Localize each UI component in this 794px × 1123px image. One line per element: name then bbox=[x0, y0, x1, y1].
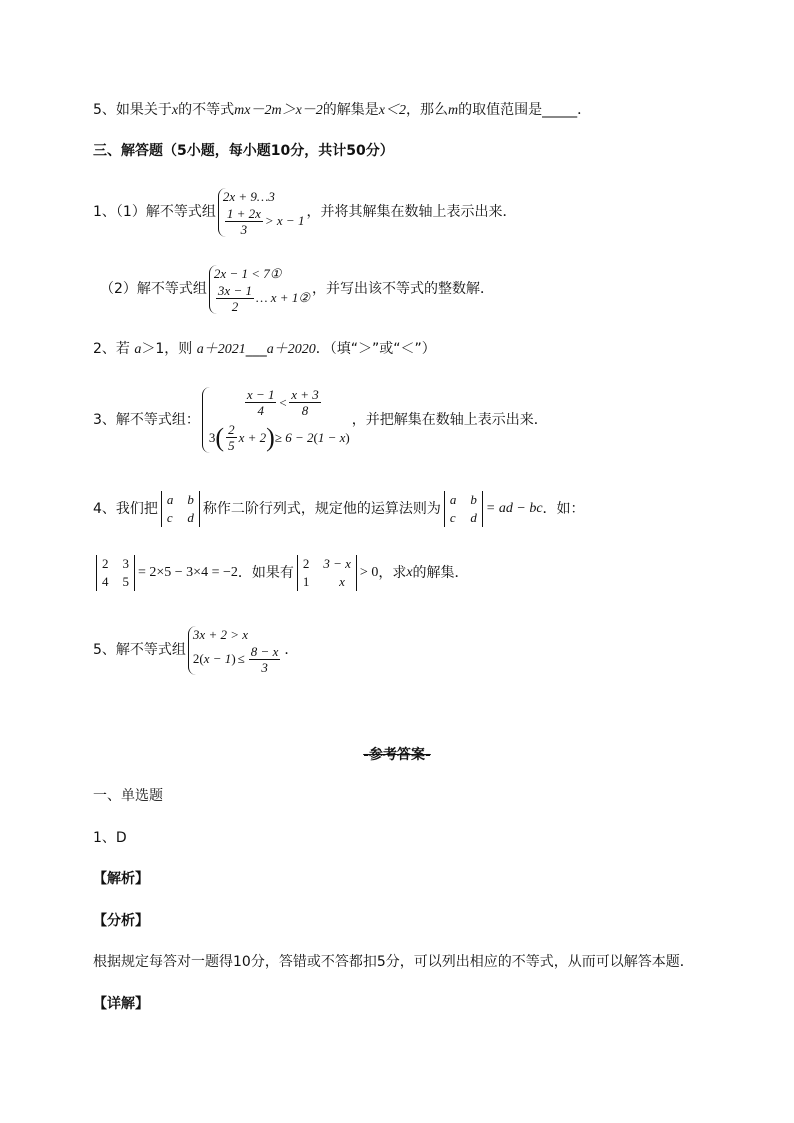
fraction bbox=[216, 283, 254, 314]
problem-4-line-1 bbox=[93, 488, 585, 530]
operator: < bbox=[278, 394, 288, 410]
numerator: x + 3 bbox=[291, 387, 319, 402]
coefficient: 2 bbox=[192, 651, 200, 666]
equation-row: 2x + 9…3 bbox=[222, 188, 275, 204]
p4-rule: = ad − bc bbox=[485, 501, 543, 516]
p2-blank: ___ bbox=[245, 341, 267, 357]
answers-title-text: -参考答案- bbox=[363, 747, 431, 763]
det-entry: 2 bbox=[102, 556, 109, 571]
p2-text: ＞1，则 bbox=[141, 341, 193, 357]
fraction bbox=[225, 206, 263, 237]
p4-relation: > 0 bbox=[359, 565, 379, 580]
det-entry: 1 bbox=[302, 574, 310, 589]
fraction bbox=[289, 387, 321, 418]
paren-open: ( bbox=[215, 422, 225, 452]
problem-3 bbox=[93, 380, 548, 460]
numerator: 3x − 1 bbox=[217, 282, 252, 298]
problem-2 bbox=[93, 339, 436, 360]
determinant bbox=[444, 491, 483, 527]
p4-text: ，求 bbox=[378, 565, 407, 581]
p1-part2-suffix: ，并写出该不等式的整数解． bbox=[311, 281, 494, 297]
p4-mid: 称作二阶行列式，规定他的运算法则为 bbox=[202, 501, 441, 517]
det-entry: a bbox=[449, 492, 457, 507]
det-entry: d bbox=[187, 510, 194, 525]
fraction bbox=[249, 644, 281, 675]
paren-open: ( bbox=[199, 651, 204, 666]
det-entry: 4 bbox=[102, 574, 109, 589]
paren-open: ( bbox=[313, 429, 318, 445]
numerator: x − 1 bbox=[246, 387, 275, 402]
q5-text: 的不等式 bbox=[178, 102, 235, 118]
det-entry: a bbox=[166, 492, 174, 507]
expression: x − 1 bbox=[203, 651, 232, 666]
problem-1-part-2 bbox=[100, 260, 494, 318]
p2-text: 2、若 bbox=[93, 341, 130, 357]
p1-prefix: 1、（1）解不等式组 bbox=[93, 204, 216, 220]
q5-text: 5、如果关于 bbox=[93, 102, 172, 118]
p2-expr-2: a＋2020 bbox=[266, 342, 316, 357]
paren-close: ) bbox=[266, 422, 275, 452]
operator: ≤ bbox=[237, 651, 245, 666]
equation-rest: … x + 1② bbox=[255, 290, 310, 305]
p5-prefix: 5、解不等式组 bbox=[93, 642, 186, 658]
inequality-system bbox=[209, 265, 310, 314]
expression: x + 2 bbox=[238, 429, 267, 445]
expression: 1 − x bbox=[317, 429, 346, 445]
problem-1-part-1 bbox=[93, 183, 516, 241]
det-entry: b bbox=[470, 492, 477, 507]
equation-row: 3x + 2 > x bbox=[192, 626, 249, 642]
determinant bbox=[297, 555, 357, 591]
fraction bbox=[245, 387, 277, 418]
p1-part2-prefix: （2）解不等式组 bbox=[100, 281, 207, 297]
p4-var-x: x bbox=[406, 565, 413, 580]
p2-text: ．（填“＞”或“＜”） bbox=[315, 341, 436, 357]
fraction bbox=[226, 422, 237, 453]
problem-4-line-2 bbox=[93, 552, 469, 594]
answers-section-1: 一、单选题 bbox=[93, 788, 163, 804]
denominator: 3 bbox=[240, 221, 248, 237]
q5-text: 的取值范围是_____． bbox=[458, 102, 592, 118]
answer-q1: 1、D bbox=[93, 830, 127, 846]
p4-text: ．如果有 bbox=[237, 565, 294, 581]
numerator: 2 bbox=[228, 422, 235, 437]
p1-suffix: ，并将其解集在数轴上表示出来． bbox=[306, 204, 517, 220]
numerator: 8 − x bbox=[250, 643, 279, 659]
p3-prefix: 3、解不等式组： bbox=[93, 412, 200, 428]
det-entry: 5 bbox=[122, 574, 129, 589]
equation-rest: > x − 1 bbox=[264, 213, 305, 228]
det-entry: c bbox=[166, 510, 173, 525]
q5-inequality: mx－2m＞x－2 bbox=[234, 103, 323, 118]
section-title: 三、解答题（5小题，每小题10分，共计50分） bbox=[93, 143, 394, 159]
determinant bbox=[96, 555, 135, 591]
inequality-system bbox=[188, 626, 282, 675]
p4-text: 的解集． bbox=[412, 565, 469, 581]
q5-solution: x＜2 bbox=[378, 103, 407, 118]
question-5-fill bbox=[93, 100, 591, 121]
denominator: 2 bbox=[231, 298, 239, 314]
inequality-system bbox=[202, 387, 350, 453]
xiangjie-label: 【详解】 bbox=[93, 996, 149, 1012]
fenxi-label: 【分析】 bbox=[93, 913, 149, 929]
det-entry: x bbox=[339, 574, 345, 589]
det-entry: c bbox=[449, 510, 456, 525]
paren-close: ) bbox=[345, 429, 350, 445]
paren-close: ) bbox=[231, 651, 236, 666]
det-entry: 3 − x bbox=[323, 556, 351, 571]
p5-suffix: ． bbox=[284, 642, 299, 658]
denominator: 8 bbox=[301, 403, 309, 418]
inequality-system bbox=[218, 188, 305, 237]
q5-text: ，那么 bbox=[406, 102, 449, 118]
p3-suffix: ，并把解集在数轴上表示出来． bbox=[351, 412, 548, 428]
denominator: 3 bbox=[261, 659, 268, 675]
coefficient: 3 bbox=[208, 429, 216, 445]
p2-expr-1: a＋2021 bbox=[196, 342, 246, 357]
problem-5 bbox=[93, 620, 298, 680]
denominator: 5 bbox=[228, 438, 235, 453]
equation-row: 2x − 1 < 7① bbox=[213, 265, 282, 281]
p4-prefix: 4、我们把 bbox=[93, 501, 158, 517]
q5-text: 的解集是 bbox=[322, 102, 379, 118]
det-entry: b bbox=[187, 492, 194, 507]
det-entry: 2 bbox=[302, 556, 310, 571]
det-entry: d bbox=[470, 510, 477, 525]
determinant bbox=[161, 491, 200, 527]
jiexi-label: 【解析】 bbox=[93, 871, 149, 887]
p2-var-a: a bbox=[134, 342, 142, 357]
p4-example-calc: = 2×5 − 3×4 = −2 bbox=[138, 565, 238, 580]
numerator: 1 + 2x bbox=[226, 205, 261, 221]
expression: ≥ 6 − 2 bbox=[274, 429, 314, 445]
det-entry: 3 bbox=[122, 556, 129, 571]
p4-suffix: ．如： bbox=[542, 501, 585, 517]
answers-title bbox=[0, 744, 794, 764]
q5-var-x: x bbox=[171, 103, 179, 118]
analysis-text: 根据规定每答对一题得10分，答错或不答都扣5分，可以列出相应的不等式，从而可以解答本题． bbox=[93, 954, 694, 970]
q5-var-m: m bbox=[448, 103, 459, 118]
denominator: 4 bbox=[257, 403, 264, 418]
